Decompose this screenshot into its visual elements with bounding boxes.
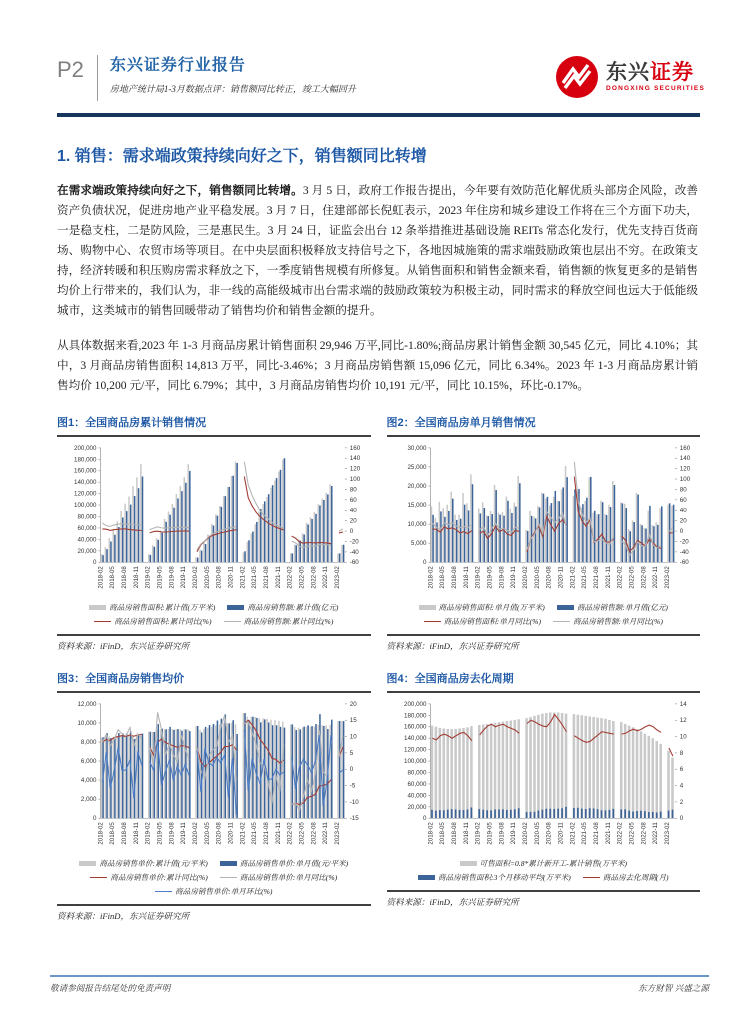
svg-text:5,000: 5,000 — [410, 540, 426, 548]
charts-grid — [57, 414, 700, 921]
svg-text:0: 0 — [679, 528, 683, 536]
paragraph-lead-bold: 在需求端政策持续向好之下，销售额同比转增。 — [57, 184, 303, 197]
svg-text:30,000: 30,000 — [406, 445, 426, 453]
footer-rule — [50, 975, 709, 977]
svg-text:2018-02: 2018-02 — [97, 822, 105, 845]
svg-text:2021-05: 2021-05 — [580, 822, 588, 845]
svg-text:40: 40 — [349, 507, 357, 515]
svg-text:-60: -60 — [349, 559, 359, 567]
svg-text:180,000: 180,000 — [74, 456, 97, 464]
svg-text:20: 20 — [679, 518, 687, 526]
svg-text:40: 40 — [679, 507, 687, 515]
svg-text:15: 15 — [349, 717, 357, 725]
svg-text:200,000: 200,000 — [74, 445, 97, 453]
svg-text:160: 160 — [679, 445, 690, 453]
legend-label: 商品房销售面积:3个月移动平均(万平米) — [437, 872, 571, 882]
legend-item — [155, 886, 272, 897]
logo-en: DONGXING SECURITIES — [605, 84, 705, 92]
paragraph-data: 从具体数据来看,2023 年 1-3 月商品房累计销售面积 29,946 万平,同比-1.80%;商品房累计销售金额 30,545 亿元，同比 4.10%；其中，3 月商品房销售面积 14,813 万平，同比-3.46%；3 月商品房销售额 15,096 亿元，同比 6.34%。2023 年 1-3 月商品房累计销售均价 10,200 元/平，同比 6.79%；其中，3 月商品房销售均价 10,191 元/平，同比 10.15%，环比-0.17%。 — [57, 339, 698, 393]
svg-text:2019-08: 2019-08 — [497, 566, 505, 590]
svg-text:2022-08: 2022-08 — [310, 566, 318, 590]
svg-text:60: 60 — [679, 497, 687, 505]
svg-text:200,000: 200,000 — [403, 700, 426, 708]
logo-text — [606, 62, 705, 93]
svg-text:2,000: 2,000 — [80, 796, 97, 804]
svg-text:60,000: 60,000 — [77, 525, 97, 533]
legend-label: 商品房销售面积:累计同比(%) — [114, 617, 212, 627]
svg-text:2022-11: 2022-11 — [322, 822, 330, 845]
dongxing-logo-icon — [554, 54, 600, 100]
legend-label: 可售面积=0.8*累计新开工-累计销售(万平米) — [479, 858, 627, 868]
footer-slogan: 东方财智 兴盛之源 — [638, 983, 709, 993]
figure-1-chart — [57, 440, 371, 602]
legend-swatch-icon — [79, 861, 96, 866]
legend-swatch-icon — [220, 861, 237, 866]
svg-text:2022-08: 2022-08 — [639, 566, 647, 590]
svg-text:15,000: 15,000 — [406, 502, 426, 510]
svg-text:6: 6 — [679, 766, 683, 774]
svg-text:-60: -60 — [679, 559, 689, 567]
svg-text:2020-11: 2020-11 — [556, 566, 564, 589]
svg-text:2023-02: 2023-02 — [333, 566, 341, 590]
legend-swatch-icon — [553, 621, 570, 623]
section-title: 1. 销售：需求端政策持续向好之下，销售额同比转增 — [57, 148, 427, 165]
svg-text:2022-05: 2022-05 — [298, 822, 306, 845]
figure-3-legend — [57, 858, 371, 897]
legend-item — [89, 602, 215, 613]
svg-text:80: 80 — [679, 486, 687, 494]
figure-3 — [57, 670, 371, 922]
svg-text:2021-05: 2021-05 — [580, 566, 588, 590]
svg-text:-20: -20 — [679, 538, 689, 546]
legend-label: 商品房销售面积:累计值(万平米) — [109, 603, 216, 613]
header-rule — [57, 113, 700, 117]
header-titles — [110, 52, 554, 95]
svg-text:5: 5 — [349, 749, 354, 757]
svg-text:2018-11: 2018-11 — [462, 566, 470, 589]
svg-text:2018-11: 2018-11 — [132, 566, 140, 589]
svg-text:2019-02: 2019-02 — [474, 822, 482, 845]
svg-text:2021-08: 2021-08 — [592, 822, 600, 845]
svg-text:2020-05: 2020-05 — [533, 822, 541, 845]
legend-label: 商品房销售单价:单月值(元/平米) — [239, 858, 349, 868]
legend-item — [220, 858, 348, 869]
svg-text:140,000: 140,000 — [74, 479, 97, 487]
svg-text:2023-02: 2023-02 — [333, 822, 341, 845]
svg-text:2023-02: 2023-02 — [663, 566, 671, 590]
report-type-title: 东兴证券行业报告 — [109, 57, 246, 74]
svg-text:160: 160 — [349, 445, 361, 453]
svg-text:2022-02: 2022-02 — [616, 822, 624, 845]
svg-text:2020-02: 2020-02 — [521, 822, 529, 845]
svg-text:6,000: 6,000 — [80, 758, 97, 766]
svg-text:2018-11: 2018-11 — [132, 822, 140, 845]
svg-text:2021-05: 2021-05 — [251, 822, 259, 845]
svg-text:14: 14 — [679, 700, 687, 708]
svg-text:2019-11: 2019-11 — [509, 566, 517, 589]
svg-text:0: 0 — [422, 559, 426, 567]
svg-text:2021-08: 2021-08 — [262, 566, 270, 590]
svg-text:2019-11: 2019-11 — [509, 822, 517, 845]
svg-text:160,000: 160,000 — [403, 723, 426, 731]
legend-label: 商品房销售面积:单月值(万平米) — [438, 603, 545, 613]
svg-text:2018-05: 2018-05 — [109, 822, 117, 845]
svg-text:2020-11: 2020-11 — [227, 822, 235, 845]
figure-3-title: 图3：全国商品房销售均价 — [57, 670, 371, 693]
legend-item — [227, 602, 338, 613]
svg-text:-15: -15 — [349, 815, 359, 823]
svg-text:25,000: 25,000 — [406, 464, 426, 472]
svg-text:2018-02: 2018-02 — [426, 822, 434, 845]
svg-text:12: 12 — [679, 717, 687, 725]
legend-item — [90, 872, 207, 883]
svg-text:2018-05: 2018-05 — [438, 566, 446, 590]
logo-cn-red: 证券 — [649, 60, 694, 84]
figure-4-legend — [387, 858, 701, 883]
legend-swatch-icon — [419, 605, 436, 610]
figure-2-chart — [387, 440, 701, 602]
svg-text:2020-08: 2020-08 — [545, 566, 553, 590]
legend-swatch-icon — [418, 875, 435, 880]
legend-label: 商品房销售额:单月值(亿元) — [576, 603, 668, 613]
svg-text:2020-08: 2020-08 — [215, 566, 223, 590]
svg-text:2021-02: 2021-02 — [568, 822, 576, 845]
legend-item — [583, 872, 669, 883]
legend-label: 商品房销售额:累计同比(%) — [243, 617, 334, 627]
svg-text:2022-08: 2022-08 — [639, 822, 647, 845]
legend-swatch-icon — [460, 861, 477, 866]
figure-4-title: 图4：全国商品房去化周期 — [387, 670, 701, 693]
svg-text:2018-05: 2018-05 — [109, 566, 117, 590]
svg-text:2020-05: 2020-05 — [533, 566, 541, 590]
legend-label: 商品房销售单价:单月环比(%) — [175, 886, 273, 896]
svg-text:2018-05: 2018-05 — [438, 822, 446, 845]
logo-cn — [606, 62, 705, 83]
legend-item — [553, 616, 663, 627]
svg-text:120,000: 120,000 — [403, 746, 426, 754]
svg-text:60: 60 — [349, 497, 357, 505]
svg-text:10: 10 — [679, 733, 687, 741]
svg-text:2019-02: 2019-02 — [474, 566, 482, 590]
svg-text:-40: -40 — [349, 549, 359, 557]
figure-2 — [387, 414, 701, 652]
figure-3-chart — [57, 696, 371, 858]
svg-text:2022-11: 2022-11 — [651, 566, 659, 589]
legend-label: 商品房销售单价:单月同比(%) — [239, 872, 338, 882]
svg-text:2022-05: 2022-05 — [298, 566, 306, 590]
figure-4-chart — [387, 696, 701, 858]
svg-text:140,000: 140,000 — [403, 735, 426, 743]
svg-text:2018-08: 2018-08 — [121, 566, 129, 590]
page-header — [0, 0, 755, 101]
svg-text:160,000: 160,000 — [74, 468, 97, 476]
figure-2-source: 资料来源：iFinD，东兴证券研究所 — [387, 634, 701, 652]
legend-swatch-icon — [155, 891, 172, 893]
legend-item — [79, 858, 207, 869]
svg-text:2022-11: 2022-11 — [651, 822, 659, 845]
svg-text:0: 0 — [92, 559, 97, 567]
legend-swatch-icon — [224, 621, 241, 623]
svg-text:2021-11: 2021-11 — [604, 822, 612, 845]
svg-text:120: 120 — [349, 466, 361, 474]
svg-text:2020-05: 2020-05 — [203, 822, 211, 845]
svg-text:20: 20 — [349, 700, 357, 708]
svg-text:2018-08: 2018-08 — [450, 566, 458, 590]
svg-text:20: 20 — [349, 518, 357, 526]
legend-swatch-icon — [220, 877, 237, 879]
svg-text:2019-08: 2019-08 — [168, 566, 176, 590]
figure-1 — [57, 414, 371, 652]
svg-text:2021-02: 2021-02 — [568, 566, 576, 590]
svg-text:2021-05: 2021-05 — [251, 566, 259, 590]
svg-text:0: 0 — [422, 815, 426, 823]
svg-text:100: 100 — [349, 476, 361, 484]
svg-text:10: 10 — [349, 733, 357, 741]
svg-text:2021-11: 2021-11 — [274, 822, 282, 845]
svg-text:2022-08: 2022-08 — [310, 822, 318, 845]
page-number: P2 — [57, 57, 84, 82]
svg-text:4: 4 — [679, 782, 683, 790]
legend-label: 商品房销售单价:累计值(元/平米) — [99, 858, 208, 868]
svg-text:2022-02: 2022-02 — [286, 822, 294, 845]
svg-text:2018-02: 2018-02 — [97, 566, 105, 590]
svg-text:80,000: 80,000 — [77, 513, 97, 521]
figure-2-title: 图2：全国商品房单月销售情况 — [387, 414, 701, 437]
svg-text:140: 140 — [349, 455, 361, 463]
svg-text:2019-11: 2019-11 — [180, 566, 188, 589]
svg-text:2018-08: 2018-08 — [450, 822, 458, 845]
svg-text:20,000: 20,000 — [406, 803, 426, 811]
svg-text:0: 0 — [349, 528, 354, 536]
svg-text:2019-05: 2019-05 — [156, 822, 164, 845]
svg-text:2020-08: 2020-08 — [545, 822, 553, 845]
svg-text:0: 0 — [679, 815, 683, 823]
svg-text:2019-02: 2019-02 — [144, 822, 152, 845]
svg-text:180,000: 180,000 — [403, 712, 426, 720]
svg-text:20,000: 20,000 — [77, 548, 97, 556]
figure-4 — [387, 670, 701, 922]
legend-swatch-icon — [583, 877, 600, 879]
svg-text:120,000: 120,000 — [74, 491, 97, 499]
legend-swatch-icon — [89, 605, 106, 610]
company-logo — [554, 54, 705, 100]
svg-text:2022-02: 2022-02 — [616, 566, 624, 590]
legend-swatch-icon — [90, 877, 107, 879]
svg-text:2019-11: 2019-11 — [180, 822, 188, 845]
svg-text:100,000: 100,000 — [403, 758, 426, 766]
svg-text:8: 8 — [679, 749, 683, 757]
legend-swatch-icon — [94, 621, 111, 623]
svg-text:2020-05: 2020-05 — [203, 566, 211, 590]
svg-text:10,000: 10,000 — [77, 720, 97, 728]
svg-text:2018-02: 2018-02 — [426, 566, 434, 590]
legend-item — [94, 616, 211, 627]
svg-text:100,000: 100,000 — [74, 502, 97, 510]
legend-label: 商品房销售额:累计值(亿元) — [247, 603, 339, 613]
page-footer — [50, 975, 709, 994]
header-divider — [97, 55, 98, 101]
legend-item — [419, 602, 545, 613]
svg-text:20,000: 20,000 — [406, 483, 426, 491]
legend-item — [220, 872, 337, 883]
figure-1-legend — [57, 602, 371, 627]
svg-text:8,000: 8,000 — [80, 739, 97, 747]
svg-text:2018-08: 2018-08 — [121, 822, 129, 845]
svg-text:10,000: 10,000 — [406, 521, 426, 529]
svg-text:2018-11: 2018-11 — [462, 822, 470, 845]
paragraph-lead-rest: 3 月 5 日，政府工作报告提出，今年要有效防范化解优质头部房企风险，改善资产负债状况，促进房地产业平稳发展。3 月 7 日，住建部部长倪虹表示，2023 年住房和城乡建设工作将在三个方面下功夫，一是稳支柱，二是防风险，三是惠民生。3 月 24 日，证监会出台 12 条举措推进基础设施 REITs 常态化发行，优先支持百货商场、购物中心、农贸市场等项目。在中央层面积极释放支持信号之下，各地因城施策的需求端鼓励政策也层出不穷。在政策支持，经济转暖和积压购房需求释放之下，一季度销售规模有所修复。从销售面积和销售金额来看，销售额的恢复更多的是销售均价上行带来的，我们认为，非一线的高能级城市出台需求端的鼓励政策较为积极主动，同时需求的释放空间也远大于低能级城市，这类城市的销售回暖带动了销售均价和销售金额的提升。 — [57, 184, 698, 318]
svg-text:2019-05: 2019-05 — [156, 566, 164, 590]
svg-text:2: 2 — [679, 798, 683, 806]
svg-text:2021-11: 2021-11 — [274, 566, 282, 589]
svg-text:2019-05: 2019-05 — [486, 566, 494, 590]
svg-text:2023-02: 2023-02 — [663, 822, 671, 845]
svg-text:-5: -5 — [349, 782, 356, 790]
svg-text:2019-08: 2019-08 — [497, 822, 505, 845]
footer-disclaimer: 敬请参阅报告结尾处的免责声明 — [50, 983, 171, 993]
legend-item — [418, 872, 571, 883]
legend-swatch-icon — [227, 605, 244, 610]
svg-text:-20: -20 — [349, 538, 359, 546]
legend-label: 商品房销售额:单月同比(%) — [573, 617, 663, 627]
legend-label: 商品房销售面积:单月同比(%) — [443, 617, 542, 627]
svg-text:2020-02: 2020-02 — [191, 822, 199, 845]
logo-cn-black: 东兴 — [605, 60, 650, 84]
report-subtitle: 房地产统计局1-3月数据点评：销售额同比转正，竣工大幅回升 — [109, 84, 356, 94]
legend-item — [424, 616, 541, 627]
svg-text:2019-05: 2019-05 — [486, 822, 494, 845]
svg-text:-10: -10 — [349, 798, 359, 806]
svg-text:80,000: 80,000 — [406, 769, 426, 777]
svg-text:2021-08: 2021-08 — [262, 822, 270, 845]
svg-text:2020-11: 2020-11 — [227, 566, 235, 589]
legend-label: 商品房去化周期(月) — [602, 872, 669, 882]
paragraph-policy — [57, 181, 698, 321]
svg-text:2020-08: 2020-08 — [215, 822, 223, 845]
svg-text:2021-02: 2021-02 — [239, 566, 247, 590]
svg-text:2022-05: 2022-05 — [627, 822, 635, 845]
legend-item — [460, 858, 628, 869]
svg-text:12,000: 12,000 — [77, 700, 97, 708]
figure-1-title: 图1：全国商品房累计销售情况 — [57, 414, 371, 437]
svg-text:100: 100 — [679, 476, 690, 484]
svg-text:4,000: 4,000 — [80, 777, 97, 785]
svg-text:2021-08: 2021-08 — [592, 566, 600, 590]
svg-text:2022-05: 2022-05 — [627, 566, 635, 590]
svg-text:2022-11: 2022-11 — [322, 566, 330, 589]
svg-text:0: 0 — [92, 815, 97, 823]
svg-text:2019-02: 2019-02 — [144, 566, 152, 590]
svg-text:40,000: 40,000 — [406, 792, 426, 800]
figure-2-legend — [387, 602, 701, 627]
svg-text:2020-02: 2020-02 — [521, 566, 529, 590]
figure-4-source: 资料来源：iFinD，东兴证券研究所 — [387, 890, 701, 908]
svg-text:60,000: 60,000 — [406, 781, 426, 789]
svg-text:2020-02: 2020-02 — [191, 566, 199, 590]
svg-text:-40: -40 — [679, 549, 689, 557]
svg-text:0: 0 — [349, 766, 354, 774]
figure-1-source: 资料来源：iFinD，东兴证券研究所 — [57, 634, 371, 652]
svg-text:40,000: 40,000 — [77, 536, 97, 544]
svg-text:80: 80 — [349, 486, 357, 494]
legend-item — [557, 602, 668, 613]
figure-3-source: 资料来源：iFinD，东兴证券研究所 — [57, 904, 371, 922]
legend-item — [224, 616, 334, 627]
svg-text:2019-08: 2019-08 — [168, 822, 176, 845]
svg-text:2021-11: 2021-11 — [604, 566, 612, 589]
legend-label: 商品房销售单价:累计同比(%) — [110, 872, 208, 882]
legend-swatch-icon — [557, 605, 574, 610]
svg-text:2021-02: 2021-02 — [239, 822, 247, 845]
svg-text:140: 140 — [679, 455, 690, 463]
svg-text:2022-02: 2022-02 — [286, 566, 294, 590]
svg-text:2020-11: 2020-11 — [556, 822, 564, 845]
svg-text:120: 120 — [679, 466, 690, 474]
legend-swatch-icon — [424, 621, 441, 623]
